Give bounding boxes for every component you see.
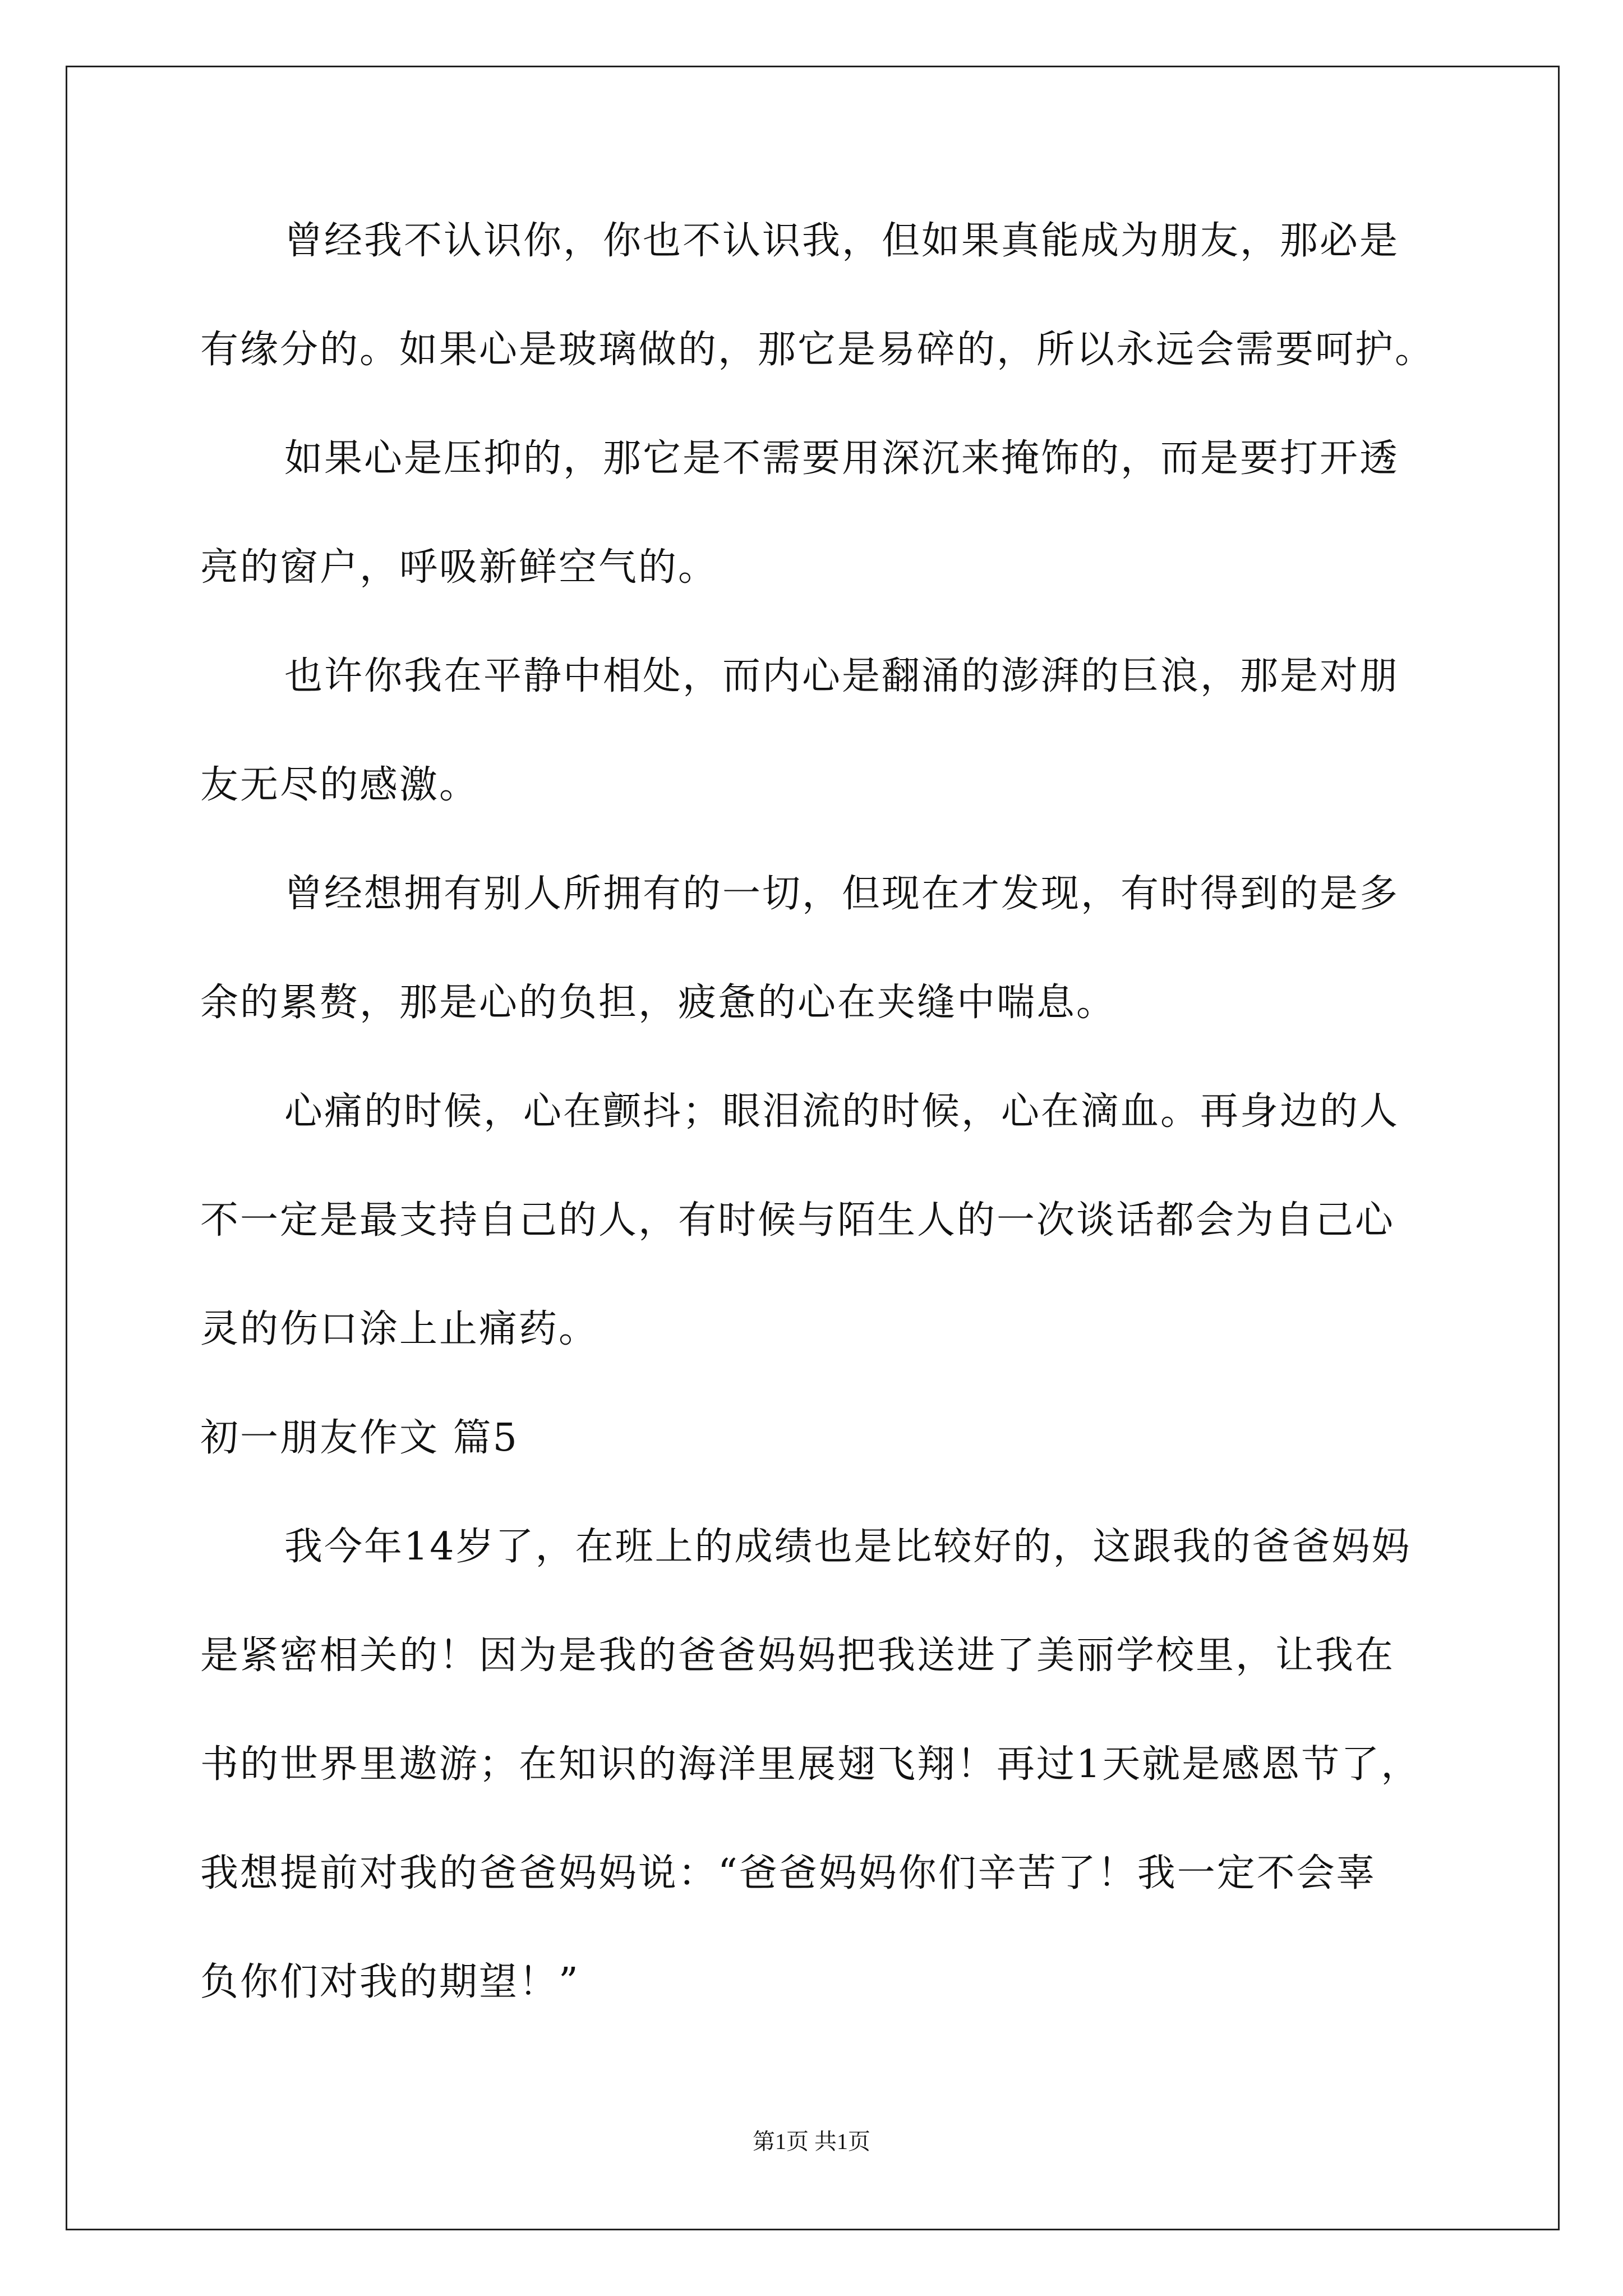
text-line: 心痛的时候，心在颤抖；眼泪流的时候，心在滴血。再身边的人 bbox=[284, 1089, 1400, 1134]
text-line: 书的世界里遨游；在知识的海洋里展翅飞翔！再过1天就是感恩节了， bbox=[200, 1742, 1421, 1787]
page-number-footer: 第1页 共1页 bbox=[753, 2129, 870, 2154]
text-line: 也许你我在平静中相处，而内心是翻涌的澎湃的巨浪，那是对朋 bbox=[284, 654, 1400, 698]
text-line: 友无尽的感激。 bbox=[200, 763, 479, 807]
text-line: 我今年14岁了，在班上的成绩也是比较好的，这跟我的爸爸妈妈 bbox=[284, 1525, 1412, 1569]
text-line: 如果心是压抑的，那它是不需要用深沉来掩饰的，而是要打开透 bbox=[284, 436, 1400, 481]
text-line: 有缘分的。如果心是玻璃做的，那它是易碎的，所以永远会需要呵护。 bbox=[200, 328, 1435, 372]
text-line: 灵的伤口涂上止痛药。 bbox=[200, 1307, 599, 1351]
section-heading: 初一朋友作文 篇5 bbox=[200, 1416, 519, 1460]
text-line: 不一定是最支持自己的人，有时候与陌生人的一次谈话都会为自己心 bbox=[200, 1198, 1395, 1243]
text-line: 余的累赘，那是心的负担，疲惫的心在夹缝中喘息。 bbox=[200, 981, 1117, 1025]
text-line: 曾经想拥有别人所拥有的一切，但现在才发现，有时得到的是多 bbox=[284, 872, 1400, 916]
text-line: 亮的窗户，呼吸新鲜空气的。 bbox=[200, 545, 718, 590]
page-border bbox=[66, 66, 1560, 2230]
text-line: 负你们对我的期望！” bbox=[200, 1960, 580, 2004]
text-line: 曾经我不认识你，你也不认识我，但如果真能成为朋友，那必是 bbox=[284, 219, 1400, 263]
text-line: 是紧密相关的！因为是我的爸爸妈妈把我送进了美丽学校里，让我在 bbox=[200, 1634, 1395, 1678]
text-line: 我想提前对我的爸爸妈妈说：“爸爸妈妈你们辛苦了！我一定不会辜 bbox=[200, 1851, 1376, 1895]
